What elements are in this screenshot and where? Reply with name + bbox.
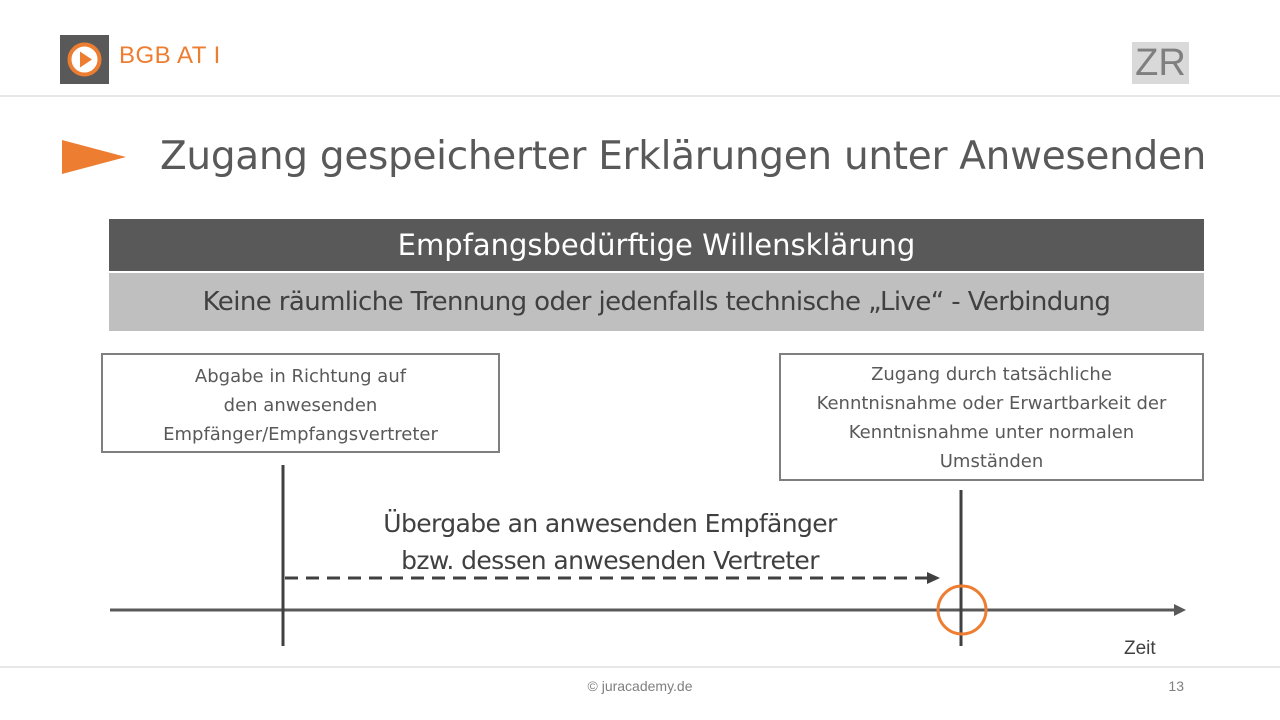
copyright: © juracademy.de [587, 678, 693, 694]
play-circle-icon [60, 35, 109, 84]
zugang-highlight-circle [938, 586, 986, 634]
logo [60, 35, 109, 84]
abgabe-box [101, 353, 500, 453]
transfer-arrowhead [927, 572, 940, 584]
abgabe-line: Empfänger/Empfangsvertreter [163, 424, 438, 445]
course-title: BGB AT I [119, 42, 221, 69]
zugang-line: Zugang durch tatsächliche [871, 364, 1112, 385]
zugang-line: Kenntnisnahme oder Erwartbarkeit der [816, 393, 1167, 414]
page-number: 13 [1168, 678, 1184, 694]
arrow-right-icon [60, 138, 128, 176]
zugang-line: Kenntnisnahme unter normalen [848, 422, 1135, 443]
zugang-line: Umständen [939, 451, 1044, 472]
time-axis-arrowhead [1174, 604, 1186, 616]
transfer-line: Übergabe an anwesenden Empfänger [383, 509, 837, 538]
zugang-box [779, 353, 1204, 481]
abgabe-line: Abgabe in Richtung auf [194, 366, 407, 387]
subject-badge: ZR [1132, 42, 1189, 84]
header-divider [0, 95, 1280, 97]
band-primary: Empfangsbedürftige Willensklärung [109, 219, 1204, 271]
transfer-line: bzw. dessen anwesenden Vertreter [401, 546, 819, 575]
band-secondary: Keine räumliche Trennung oder jedenfalls technische „Live“ - Verbindung [109, 273, 1204, 331]
slide-title: Zugang gespeicherter Erklärungen unter Anwesenden [160, 134, 1207, 179]
abgabe-line: den anwesenden [223, 395, 378, 416]
footer-divider [0, 666, 1280, 668]
transfer-label [320, 505, 900, 579]
time-axis-label: Zeit [1124, 638, 1156, 659]
